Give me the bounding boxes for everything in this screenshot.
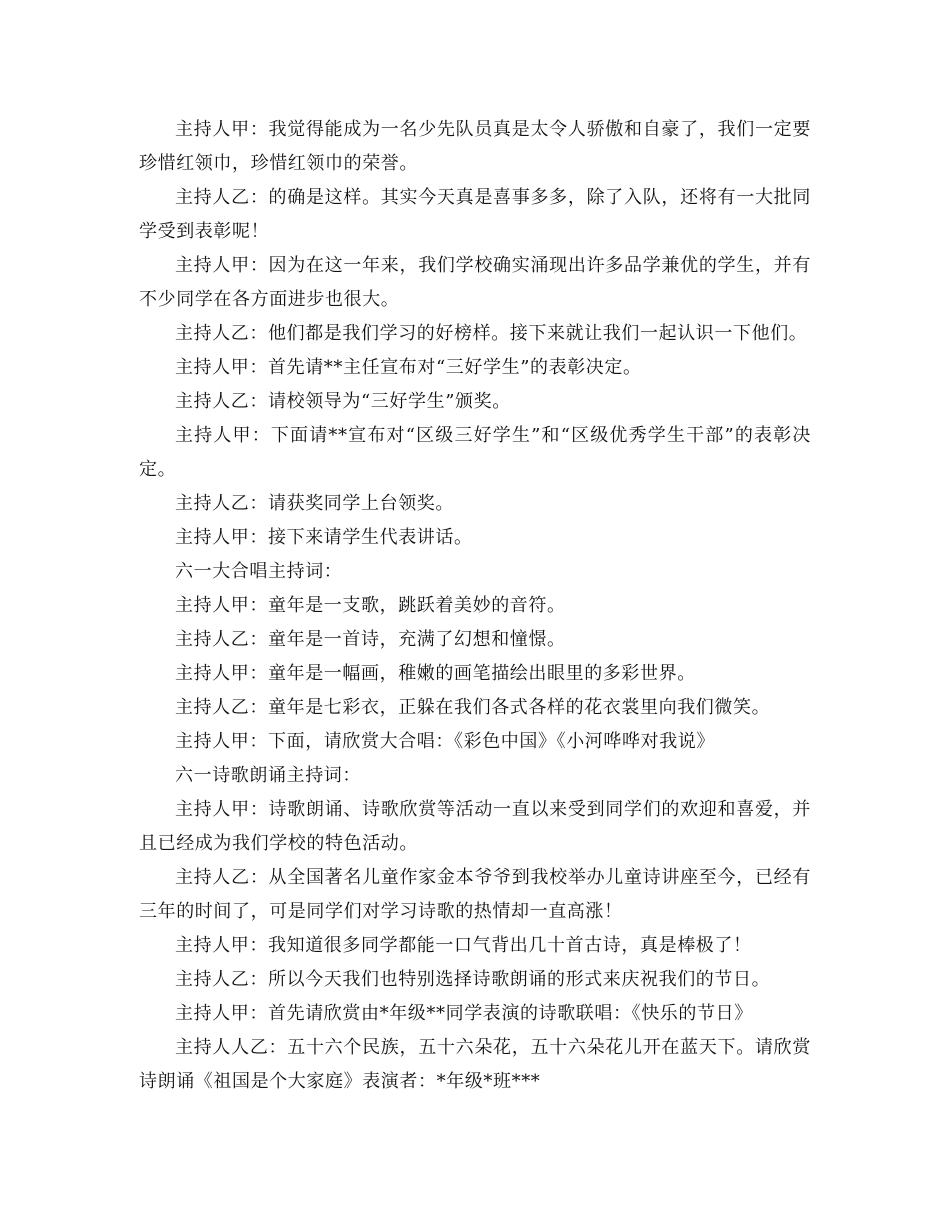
paragraph: 主持人甲：我知道很多同学都能一口气背出几十首古诗，真是棒极了！ (175, 935, 752, 956)
paragraph: 主持人甲：下面请**宣布对“区级三好学生”和“区级优秀学生干部”的表彰决定。 (139, 425, 811, 480)
paragraph: 主持人人乙：五十六个民族，五十六朵花，五十六朵花儿开在蓝天下。请欣赏诗朗诵《祖国是个大家庭》表演者：*年级*班*** (139, 1037, 811, 1092)
paragraph: 主持人甲：首先请欣赏由*年级**同学表演的诗歌联唱：《快乐的节日》 (175, 1003, 753, 1024)
paragraph: 主持人乙：请校领导为“三好学生”颁奖。 (175, 391, 511, 412)
paragraph: 主持人甲：诗歌朗诵、诗歌欣赏等活动一直以来受到同学们的欢迎和喜爱，并且已经成为我们学校的特色活动。 (139, 799, 811, 854)
paragraph: 主持人甲：因为在这一年来，我们学校确实涌现出许多品学兼优的学生，并有不少同学在各方面进步也很大。 (139, 255, 811, 310)
section-heading-poetry: 六一诗歌朗诵主持词： (175, 765, 361, 786)
paragraph: 主持人乙：请获奖同学上台领奖。 (175, 493, 454, 514)
paragraph: 主持人甲：下面，请欣赏大合唱：《彩色中国》《小河哗哗对我说》 (175, 731, 715, 752)
paragraph: 主持人乙：童年是一首诗，充满了幻想和憧憬。 (175, 629, 566, 650)
section-heading-chorus: 六一大合唱主持词： (175, 561, 343, 582)
paragraph: 主持人甲：童年是一幅画，稚嫩的画笔描绘出眼里的多彩世界。 (175, 663, 696, 684)
paragraph: 主持人甲：接下来请学生代表讲话。 (175, 527, 473, 548)
paragraph: 主持人乙：他们都是我们学习的好榜样。接下来就让我们一起认识一下他们。 (175, 323, 808, 344)
paragraph: 主持人甲：我觉得能成为一名少先队员真是太令人骄傲和自豪了，我们一定要珍惜红领巾，珍惜红领巾的荣誉。 (139, 119, 811, 174)
paragraph: 主持人乙：从全国著名儿童作家金本爷爷到我校举办儿童诗讲座至今，已经有三年的时间了，可是同学们对学习诗歌的热情却一直高涨！ (139, 867, 811, 922)
paragraph: 主持人乙：所以今天我们也特别选择诗歌朗诵的形式来庆祝我们的节日。 (175, 969, 771, 990)
paragraph: 主持人乙：童年是七彩衣，正躲在我们各式各样的花衣裳里向我们微笑。 (175, 697, 771, 718)
paragraph: 主持人甲：首先请**主任宣布对“三好学生”的表彰决定。 (175, 357, 642, 378)
paragraph: 主持人甲：童年是一支歌，跳跃着美妙的音符。 (175, 595, 566, 616)
paragraph: 主持人乙：的确是这样。其实今天真是喜事多多，除了入队，还将有一大批同学受到表彰呢！ (139, 187, 811, 242)
document-body (139, 113, 811, 1099)
